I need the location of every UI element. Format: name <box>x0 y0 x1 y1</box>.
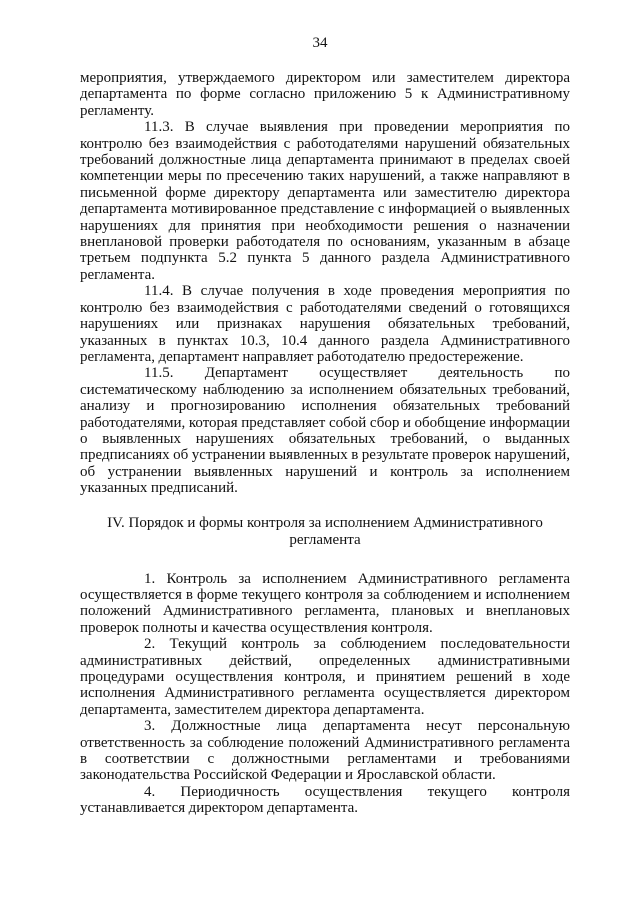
paragraph-11-4: 11.4. В случае получения в ходе проведения мероприятия по контролю без взаимодействия с работодателями сведений о готовящихся нарушениях или признаках нарушения обязательных требований, указанных в пунктах 10.3, 10.4 данного раздела Административного регламента, департамент направляет работодателю предостережение. <box>80 283 570 365</box>
paragraph-iv-1: 1. Контроль за исполнением Административного регламента осуществляется в форме текущего контроля за соблюдением и исполнением положений Административного регламента, плановых и внеплановых проверок полноты и качества осуществления контроля. <box>80 570 570 636</box>
section-heading-line-2: регламента <box>289 531 361 548</box>
section-heading-line-1: IV. Порядок и формы контроля за исполнением Административного <box>107 514 543 531</box>
document-body <box>80 70 570 817</box>
paragraph-iv-2: 2. Текущий контроль за соблюдением последовательности административных действий, определенных административными процедурами осуществления контроля, и принятием решений в ходе исполнения Административного регламента осуществляется директором департамента, заместителем директора департамента. <box>80 636 570 718</box>
paragraph-continuation: мероприятия, утверждаемого директором или заместителем директора департамента по форме согласно приложению 5 к Административному регламенту. <box>80 70 570 119</box>
paragraph-iv-3: 3. Должностные лица департамента несут персональную ответственность за соблюдение положений Административного регламента в соответствии с должностными регламентами и требованиями законодательства Российской Федерации и Ярославской области. <box>80 718 570 784</box>
paragraph-11-5: 11.5. Департамент осуществляет деятельность по систематическому наблюдению за исполнением обязательных требований, анализу и прогнозированию исполнения обязательных требований работодателями, которая представляет собой сбор и обобщение информации о выявленных нарушениях обязательных требований, о выданных предписаниях об устранении выявленных в результате проверок нарушений, об устранении выявленных нарушений и контроль за исполнением указанных предписаний. <box>80 365 570 497</box>
spacer <box>80 549 570 571</box>
section-heading <box>80 515 570 549</box>
paragraph-11-3: 11.3. В случае выявления при проведении мероприятия по контролю без взаимодействия с работодателями нарушений обязательных требований должностные лица департамента принимают в пределах своей компетенции меры по пресечению таких нарушений, а также направляют в письменной форме директору департамента или заместителю директора департамента мотивированное представление с информацией о выявленных нарушениях для принятия при необходимости решения о назначении внеплановой проверки работодателя по основаниям, указанным в абзаце третьем подпункта 5.2 пункта 5 данного раздела Административного регламента. <box>80 119 570 283</box>
paragraph-iv-4: 4. Периодичность осуществления текущего контроля устанавливается директором департамента. <box>80 783 570 817</box>
page-number: 34 <box>312 35 328 51</box>
